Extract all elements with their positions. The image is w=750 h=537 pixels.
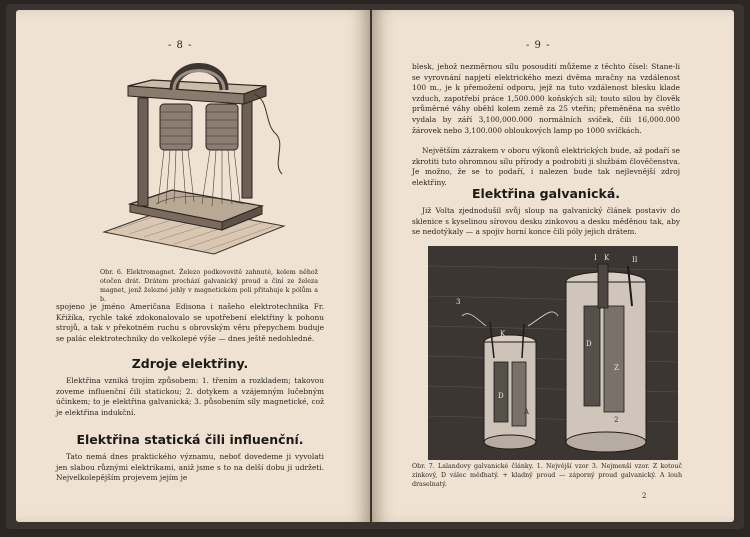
paragraph-text: Již Volta zjednodušil svůj sloup na galvanický článek postaviv do sklenice s kyselinou sírovou desku zinkovou a desku měděnou tak, aby se nedotýkaly — a spojiv horní konce čili póly jejich drátem. [412,206,680,237]
figure-label: A [524,408,530,416]
paragraph-text: spojeno je jméno Američana Edisona i našeho elektrotechnika Fr. Křižíka, rychle také zdokonalovalo se upotřebení elektřiny k pohonu strojů, a tak v překotném ruchu s obrovským věru přepychem buduje se palác elektrotechniky do velkolepé výše — dnes ještě nedohledné. [56,302,324,343]
figure-7-caption: Obr. 7. Lalandovy galvanické články. 1. Nejvější vzor 3. Nejmenší vzor. Z kotouč zinkový, D válec měďnatý. + kladný proud — záporný proud galvanický. A louh draselnatý. [412,463,682,488]
book-spread [6,4,744,529]
section-heading: Elektřina statická čili influenční. [76,432,304,447]
figure-6-caption: Obr. 6. Elektromagnet. Železo podkovovitě zahnuté, kolem něhož otočen drát. Drátem prochází galvanický proud a činí ze železa magnet, jenž železné jehly v magnetickém poli přitahuje k pólům a b. [100,269,318,303]
paragraph [412,206,680,238]
signature-mark: 2 [642,492,647,500]
electromagnet-illustration [94,54,290,260]
figure-label: 3 [456,298,461,306]
paragraph-text: Elektřina vzniká trojím způsobem: 1. třením a rozkladem; takovou zoveme influenční čili statickou; 2. dotykem a vzájemným lučebným účinkem; to je elektřina galvanická; 3. působením síly magnetické, což je elektřina indukční. [56,376,324,417]
left-page [16,10,370,522]
section-heading: Zdroje elektřiny. [131,356,249,371]
section-heading: Elektřina galvanická. [471,186,621,201]
paragraph [56,302,324,344]
figure-label: II [632,256,638,264]
figure-label: I [594,254,597,262]
paragraph [56,376,324,418]
page-number: - 8 - [168,40,193,51]
galvanic-cells-illustration [428,246,678,460]
paragraph-text: blesk, jehož nezměrnou sílu posouditi můžeme z těchto čísel: Stane-li se vyrovnání napjetí elektrického mezi dvěma mračny na vzdálenost 100 m., je k přemožení odporu, jejž na tuto vzdálenost blesku klade vzduch, zapotřebí práce 1,500.000 koňských sil; touto silou by člověk průměrné váhy oběhl kolem země za 25 vteřin; přeměněna na světlo vydala by září 3,100,000.000 normálních sviček, čili 16,000.000 žárovek nebo 3,100.000 obloukových lamp po 1000 svíčkách. [412,62,680,135]
paragraph [412,146,680,188]
paragraph [56,452,324,484]
figure-label: 2 [614,416,619,424]
figure-label: K [500,330,506,338]
figure-label: D [586,340,592,348]
page-number: - 9 - [526,40,551,51]
figure-label: D [498,392,504,400]
paragraph-text: Tato nemá dnes praktického významu, neboť dovedeme ji vyvolati jen slabou různými elektrikami, aniž jsme s to na delší dobu ji udržeti. Nejvelkolepějším projevem jejím je [56,452,324,483]
paragraph [412,62,680,136]
figure-label: Z [614,364,619,372]
paragraph-text: Největším zázrakem v oboru výkonů elektrických bude, až podaří se zkrotiti tuto ohromnou sílu přírody a podrobiti ji službám člověčenstva. Je možno, že se to podaří, i nalezen bude tak nejlevnější zdroj elektřiny. [412,146,680,187]
figure-label: K [604,254,610,262]
right-page [372,10,734,522]
